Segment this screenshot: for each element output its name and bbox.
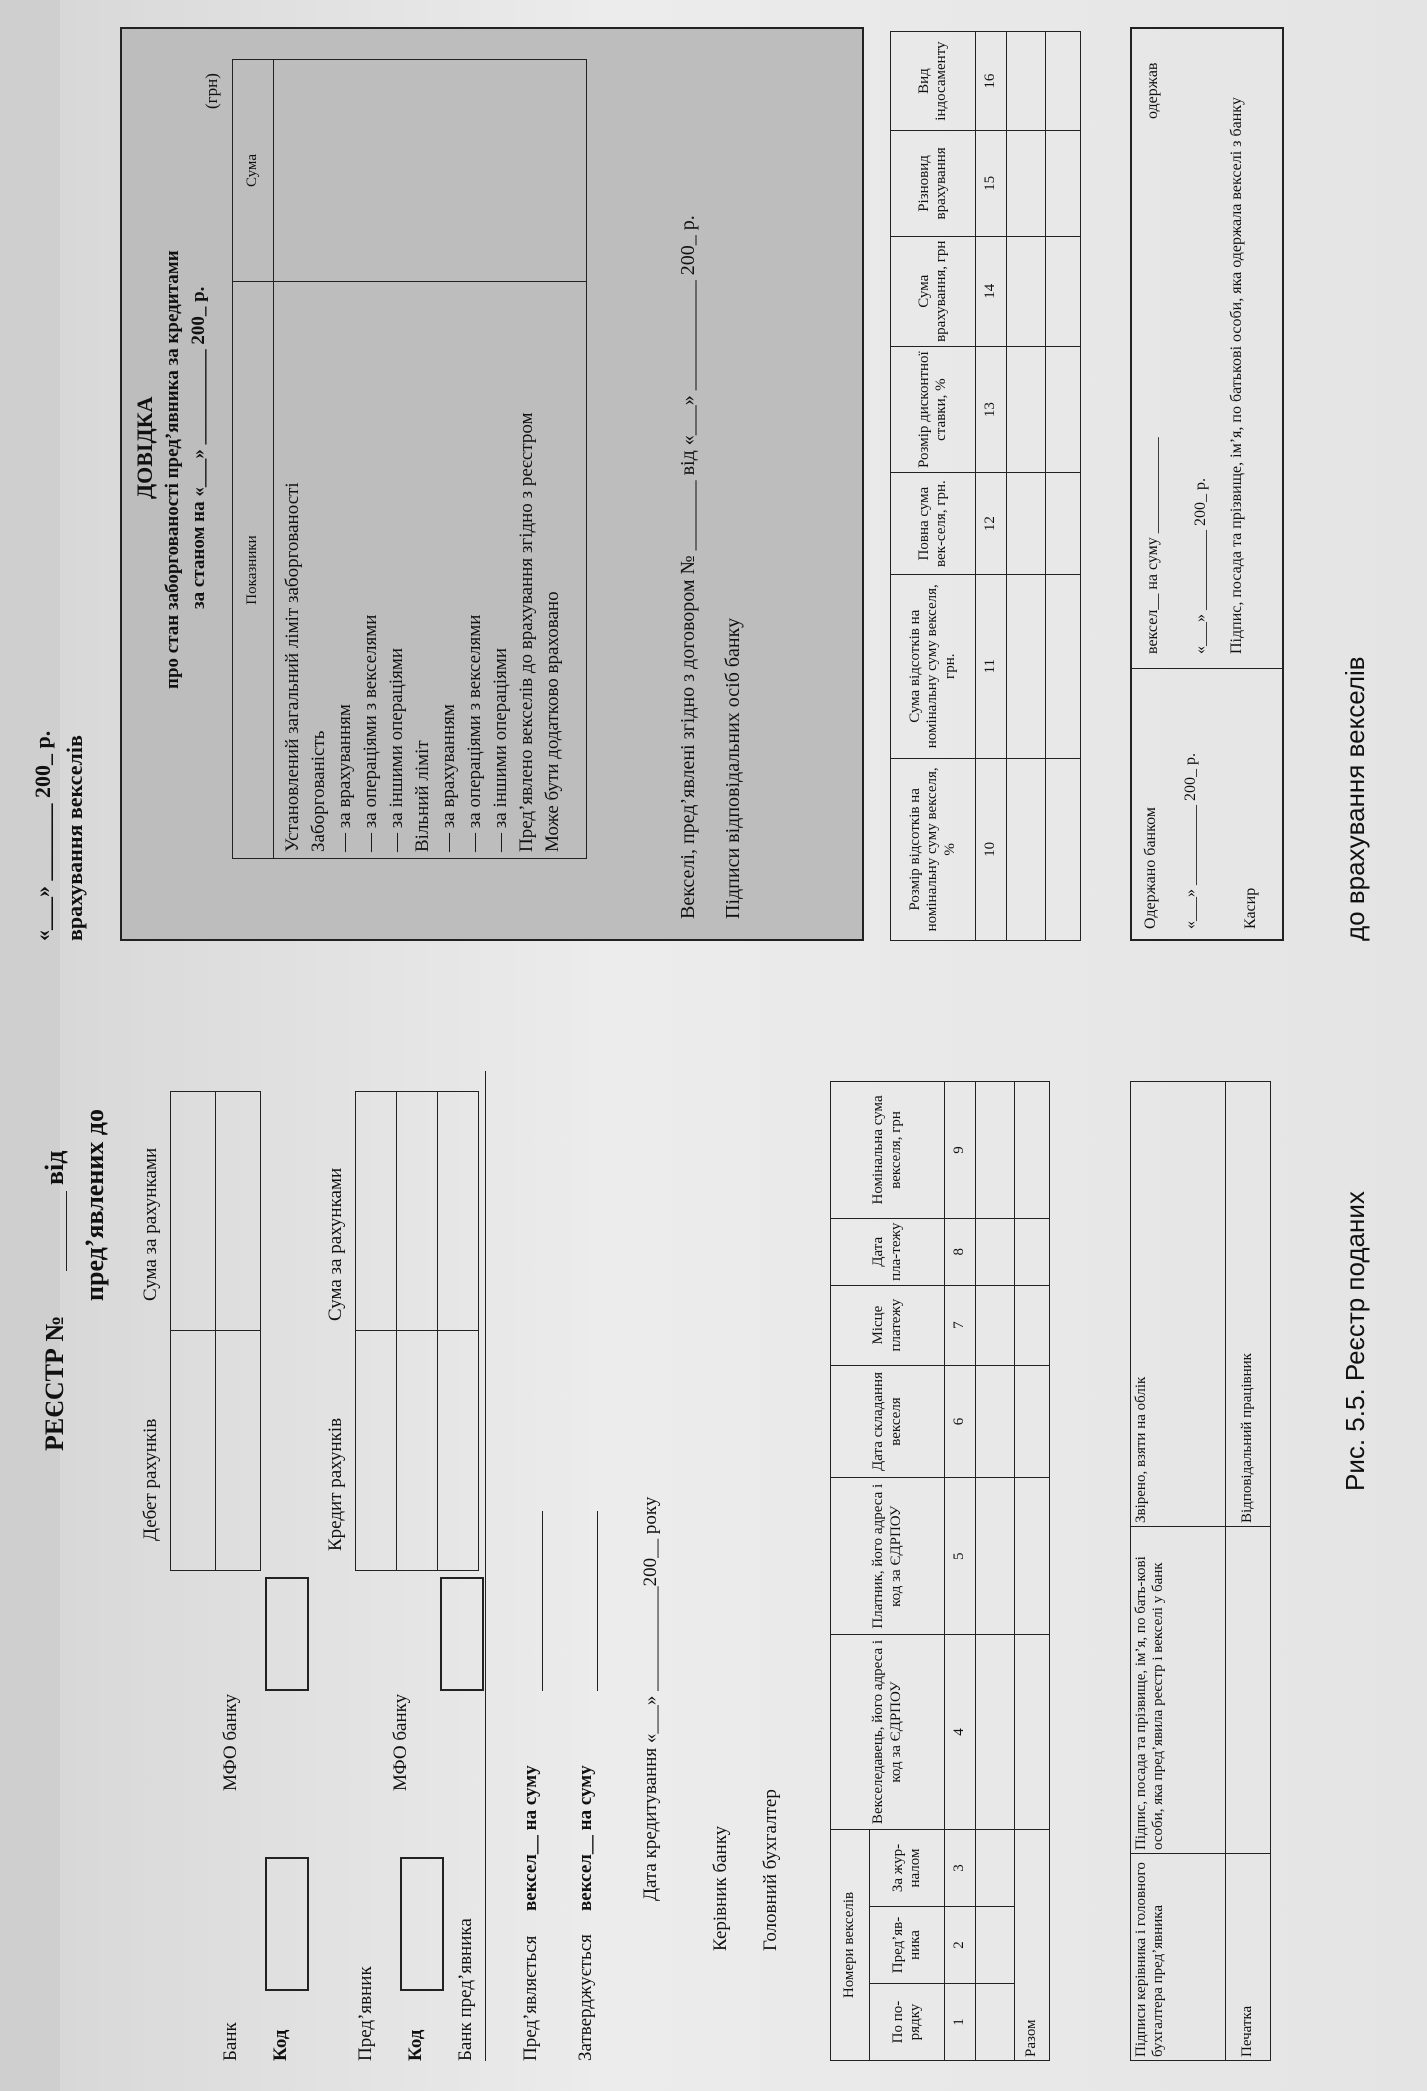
col-issue-date: Дата складання векселя bbox=[831, 1365, 945, 1478]
presenter-label: Пред’явник bbox=[355, 1966, 376, 2061]
col-13: Розмір дисконтної ставки, % bbox=[891, 346, 976, 473]
signature-note: Підпис, посада та прізвище, ім’я, по батькові особи, яка одержала векселі з банку bbox=[1228, 97, 1245, 654]
mfo-box-2[interactable] bbox=[440, 1577, 484, 1691]
sign-verified: Звірено, взяти на облік bbox=[1131, 1082, 1226, 1527]
certificate-box bbox=[120, 27, 864, 941]
received-label: Одержано банком bbox=[1142, 807, 1159, 929]
num-cell: 5 bbox=[945, 1478, 976, 1635]
col-drawer: Векселедавець, його адреса і код за ЄДРПОУ bbox=[831, 1635, 945, 1830]
chief-accountant: Головний бухгалтер bbox=[760, 1789, 781, 1951]
col-place: Місце платежу bbox=[831, 1285, 945, 1365]
received-date: «___» __________ 200_ р. bbox=[1182, 753, 1199, 929]
num-cell: 7 bbox=[945, 1285, 976, 1365]
responsible-label: Відповідальний працівник bbox=[1226, 1082, 1271, 1527]
received-cell bbox=[1132, 668, 1282, 939]
item: — за операціями з векселями bbox=[360, 614, 381, 852]
sum-header-1: Сума за рахунками bbox=[140, 1147, 161, 1301]
registry-subtitle: пред’явлених до bbox=[80, 1109, 109, 1301]
col-order: По по-рядку bbox=[870, 1984, 945, 2061]
num-cell: 14 bbox=[976, 236, 1007, 346]
credit-header: Кредит рахунків bbox=[325, 1417, 346, 1551]
col-journal: За жур-налом bbox=[870, 1830, 945, 1907]
col-16: Вид індосаменту bbox=[891, 32, 976, 131]
contract-line: Векселі, пред’явлені згідно з договором № _______ від «___» ___________ 200_ р. bbox=[677, 215, 699, 919]
col-indicators: Показники bbox=[233, 282, 274, 859]
code-label-1: Код bbox=[270, 2029, 291, 2061]
code-label-2: Код bbox=[405, 2029, 426, 2061]
certificate-title: ДОВІДКА bbox=[132, 396, 157, 499]
approved-amount-line bbox=[597, 1511, 598, 1691]
approved-mid: вексел__ на суму bbox=[575, 1765, 596, 1911]
date-2: «___» __________ 200_ р. bbox=[1192, 478, 1209, 654]
stamp-label: Печатка bbox=[1226, 1854, 1271, 2061]
sign-heads: Підписи керівника і головного бухгалтера пред’явника bbox=[1131, 1854, 1226, 2061]
presenter-bank-label: Банк пред’явника bbox=[455, 1918, 476, 2061]
col-presenter: Пред’яв-ника bbox=[870, 1907, 945, 1984]
num-cell: 2 bbox=[945, 1907, 976, 1984]
separator-line bbox=[485, 1071, 486, 2061]
item: — за іншими операціями bbox=[386, 647, 407, 852]
sign-presenter: Підпис, посада та прізвище, ім’я, по бать-кові особи, яка пред’явила реєстр і векселі у банк bbox=[1131, 1527, 1226, 1854]
total-label: Разом bbox=[1015, 1830, 1050, 2061]
item: Заборгованість bbox=[308, 730, 329, 852]
top-date: «___» _______ 200_ р. bbox=[30, 730, 55, 941]
cashier-label: Касир bbox=[1242, 887, 1259, 929]
col-14: Сума врахування, грн bbox=[891, 236, 976, 346]
num-cell: 4 bbox=[945, 1635, 976, 1830]
certificate-sub2: за станом на «___» __________ 200_ р. bbox=[188, 286, 209, 609]
num-cell: 16 bbox=[976, 32, 1007, 131]
sum-header-2: Сума за рахунками bbox=[325, 1167, 346, 1321]
col-payer: Платник, його адреса і код за ЄДРПОУ bbox=[831, 1478, 945, 1635]
item: — за іншими операціями bbox=[490, 647, 511, 852]
col-pay-date: Дата пла-тежу bbox=[831, 1218, 945, 1285]
col-12: Повна сума век-селя, грн. bbox=[891, 473, 976, 574]
indicators-table bbox=[232, 59, 587, 859]
code-box-2[interactable] bbox=[400, 1857, 444, 1991]
mfo-label-1: МФО банку bbox=[220, 1693, 241, 1791]
presented-amount-line bbox=[542, 1511, 543, 1691]
item: — за врахуванням bbox=[334, 704, 355, 852]
num-cell: 6 bbox=[945, 1365, 976, 1478]
registry-title-suffix: від bbox=[40, 1150, 69, 1185]
bank-label: Банк bbox=[220, 2022, 241, 2061]
approved-line: Затверджується bbox=[575, 1934, 596, 2061]
register-table bbox=[830, 1081, 1050, 2061]
num-cell: 15 bbox=[976, 131, 1007, 237]
figure-caption: Рис. 5.5. Реєстр поданих bbox=[1340, 1191, 1370, 1491]
col-nominal: Номінальна сума векселя, грн bbox=[831, 1082, 945, 1219]
certificate-sub1: про стан заборгованості пред’явника за кредитами bbox=[162, 250, 183, 689]
receipt-box bbox=[1130, 27, 1284, 941]
col-sum: Сума bbox=[233, 60, 274, 282]
item: — за операціями з векселями bbox=[464, 614, 485, 852]
presented-line: Пред’являється bbox=[520, 1935, 541, 2061]
item: Установлений загальний ліміт заборгованості bbox=[282, 482, 303, 852]
continuation-table bbox=[890, 31, 1081, 941]
num-cell: 8 bbox=[945, 1218, 976, 1285]
signatures-line: Підписи відповідальних осіб банку bbox=[722, 617, 744, 919]
mfo-box-1[interactable] bbox=[265, 1577, 309, 1691]
credit-date: Дата кредитування «___» ___________200__ року bbox=[640, 1496, 661, 1901]
mfo-label-2: МФО банку bbox=[390, 1693, 411, 1791]
currency-label: (грн) bbox=[202, 73, 221, 109]
presented-mid: вексел__ на суму bbox=[520, 1765, 541, 1911]
registry-number-line bbox=[66, 1191, 67, 1271]
group-header: Номери векселів bbox=[831, 1830, 870, 2061]
bank-head: Керівник банку bbox=[710, 1825, 731, 1951]
credit-table bbox=[355, 1091, 479, 1571]
num-cell: 1 bbox=[945, 1984, 976, 2061]
bill-amount: вексел__ на суму ____________ bbox=[1144, 437, 1161, 654]
signatures-table bbox=[1130, 1081, 1271, 2061]
num-cell: 12 bbox=[976, 473, 1007, 574]
indicators-list bbox=[274, 282, 587, 859]
item: — за врахуванням bbox=[438, 704, 459, 852]
caption-end: до врахування векселів bbox=[1340, 656, 1370, 941]
item: Може бути додатково враховано bbox=[542, 591, 563, 852]
num-cell: 10 bbox=[976, 758, 1007, 940]
num-cell: 9 bbox=[945, 1082, 976, 1219]
col-15: Різновид врахування bbox=[891, 131, 976, 237]
debit-header: Дебет рахунків bbox=[140, 1418, 161, 1541]
col-11: Сума відсотків на номінальну суму векселя, грн. bbox=[891, 574, 976, 758]
top-subtitle: врахування векселів bbox=[62, 735, 87, 941]
num-cell: 13 bbox=[976, 346, 1007, 473]
item: Вільний ліміт bbox=[412, 740, 433, 852]
right-page bbox=[0, 0, 1427, 981]
col-10: Розмір відсотків на номінальну суму векселя, % bbox=[891, 758, 976, 940]
item: Пред’явлено векселів до врахування згідно з реєстром bbox=[516, 412, 537, 852]
num-cell: 3 bbox=[945, 1830, 976, 1907]
code-box-1[interactable] bbox=[265, 1857, 309, 1991]
registry-title: РЕЄСТР № bbox=[40, 1315, 69, 1451]
received-word: одержав bbox=[1144, 62, 1161, 119]
debit-table bbox=[170, 1091, 261, 1571]
left-page bbox=[0, 1071, 1427, 2091]
num-cell: 11 bbox=[976, 574, 1007, 758]
